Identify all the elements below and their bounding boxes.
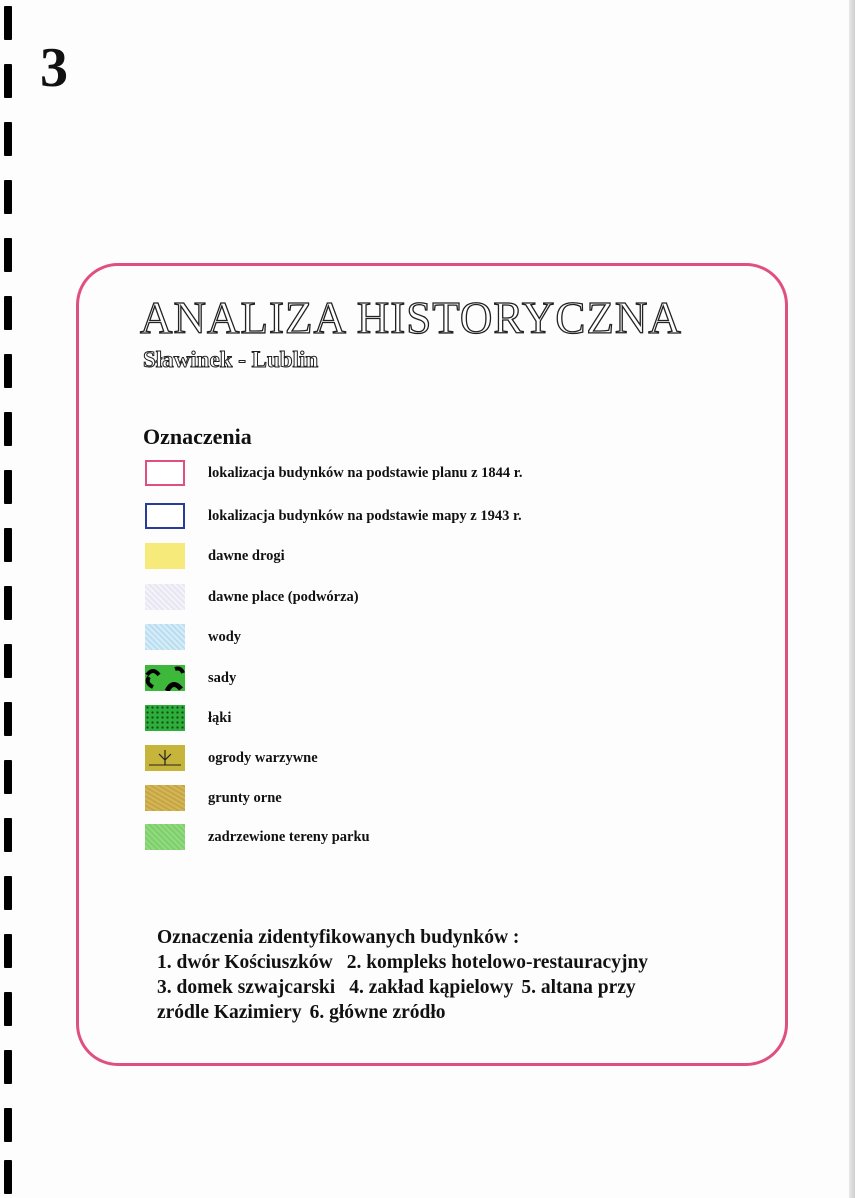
binding-hole	[4, 644, 12, 678]
garden-pattern-swatch	[145, 745, 185, 771]
legend-label: dawne drogi	[208, 548, 285, 564]
binding-hole	[4, 412, 12, 446]
page-subtitle: Sławinek - Lublin	[143, 347, 319, 372]
meadow-dots-swatch	[145, 705, 185, 731]
buildings-line	[157, 975, 757, 1000]
buildings-heading: Oznaczenia zidentyfikowanych budynków :	[157, 927, 520, 948]
lavender-fill-swatch	[145, 584, 185, 610]
building-item: 3. domek szwajcarski	[157, 977, 336, 998]
legend-label: lokalizacja budynków na podstawie planu z 1844 r.	[208, 465, 523, 481]
legend-item	[145, 745, 665, 773]
legend-item	[145, 503, 665, 531]
pink-outline-swatch	[145, 460, 185, 486]
building-item: zródle Kazimiery	[157, 1002, 302, 1023]
arable-fill-swatch	[145, 785, 185, 811]
building-item: 2. kompleks hotelowo-restauracyjny	[346, 952, 649, 973]
building-item: 5. altana przy	[521, 977, 636, 998]
page-edge-shadow	[849, 0, 855, 1198]
binding-hole	[4, 1050, 12, 1084]
orchard-pattern-swatch	[145, 665, 185, 691]
binding-hole	[4, 122, 12, 156]
legend-item	[145, 665, 665, 693]
binding-hole	[4, 702, 12, 736]
identified-buildings	[157, 925, 757, 1025]
binding-hole	[4, 238, 12, 272]
legend-label: lokalizacja budynków na podstawie mapy z 1943 r.	[208, 508, 522, 524]
building-item: 4. zakład kąpielowy	[349, 977, 514, 998]
binding-hole	[4, 470, 12, 504]
binding-hole	[4, 180, 12, 214]
binding-hole	[4, 528, 12, 562]
legend-heading: Oznaczenia	[143, 424, 252, 449]
binding-hole	[4, 876, 12, 910]
binding-hole	[4, 1108, 12, 1142]
binding-hole	[4, 354, 12, 388]
binding-hole	[4, 760, 12, 794]
binding-hole	[4, 1160, 12, 1194]
binding-hole	[4, 818, 12, 852]
legend-label: ogrody warzywne	[208, 750, 318, 766]
legend-label: grunty orne	[208, 790, 282, 806]
light-blue-fill-swatch	[145, 624, 185, 650]
buildings-line	[157, 1000, 757, 1025]
yellow-fill-swatch	[145, 543, 185, 569]
legend-label: łąki	[208, 710, 232, 726]
legend-label: dawne place (podwórza)	[208, 589, 359, 605]
page-number: 3	[40, 37, 68, 99]
legend-label: wody	[208, 629, 242, 645]
spiral-binding	[0, 0, 14, 1198]
binding-hole	[4, 64, 12, 98]
buildings-line	[157, 950, 757, 975]
legend-item	[145, 460, 665, 488]
legend-item	[145, 624, 665, 652]
legend-item	[145, 543, 665, 571]
binding-hole	[4, 296, 12, 330]
legend-item	[145, 785, 665, 813]
binding-hole	[4, 6, 12, 40]
binding-hole	[4, 934, 12, 968]
legend-item	[145, 584, 665, 612]
blue-outline-swatch	[145, 503, 185, 529]
building-item: 1. dwór Kościuszków	[157, 952, 333, 973]
binding-hole	[4, 586, 12, 620]
legend-item	[145, 705, 665, 733]
park-fill-swatch	[145, 824, 185, 850]
page-title: ANALIZA HISTORYCZNA	[140, 293, 682, 343]
legend-item	[145, 824, 665, 852]
orchard-tree-icon	[145, 665, 185, 691]
vegetable-garden-icon	[145, 745, 185, 771]
building-item: 6. główne zródło	[309, 1002, 446, 1023]
binding-hole	[4, 992, 12, 1026]
legend-label: sady	[208, 670, 237, 686]
legend-label: zadrzewione tereny parku	[208, 829, 370, 845]
